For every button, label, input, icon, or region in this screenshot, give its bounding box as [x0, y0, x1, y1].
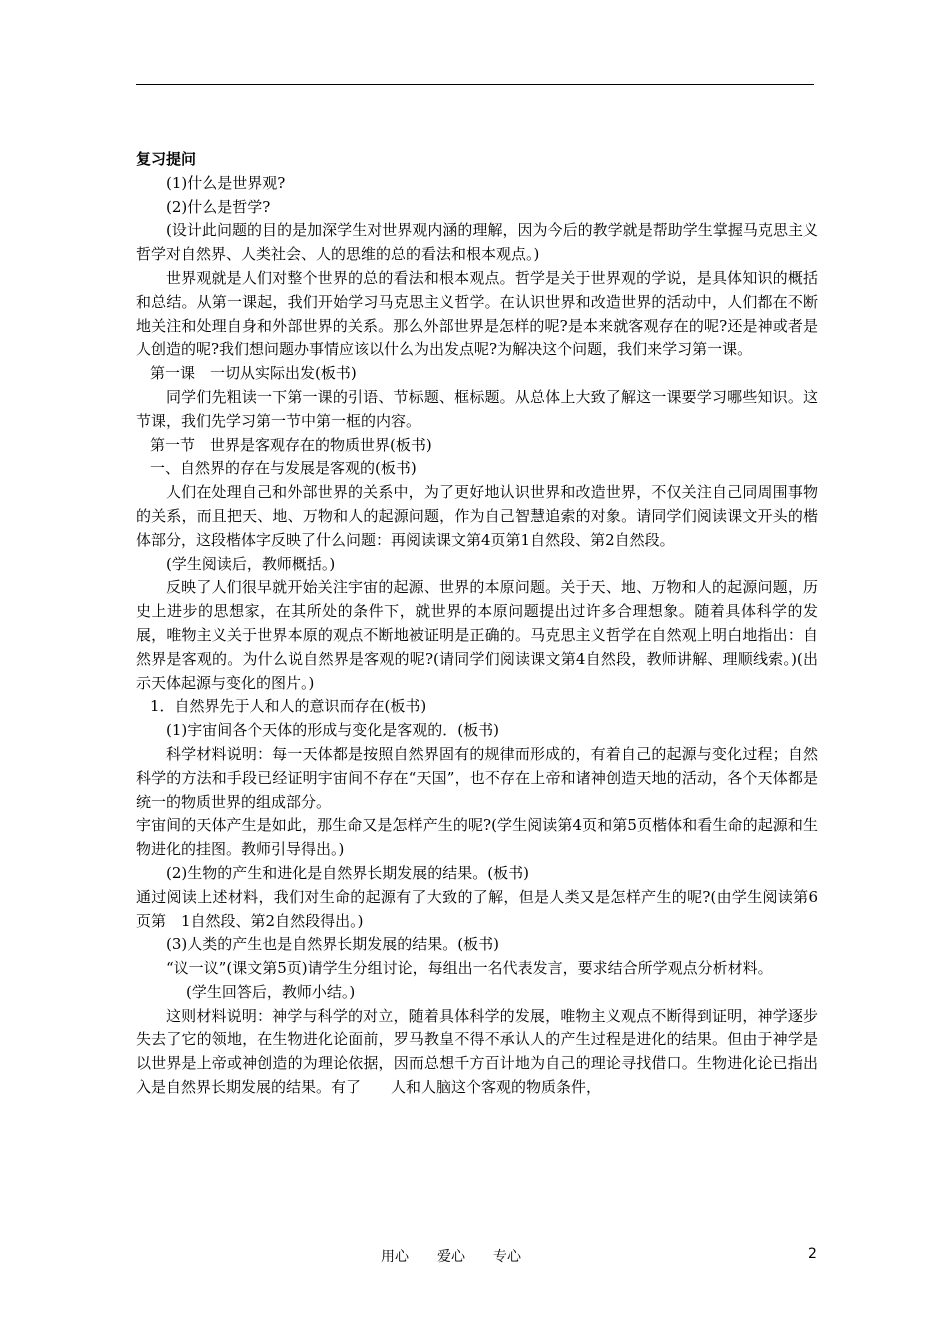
paragraph: 世界观就是人们对整个世界的总的看法和根本观点。哲学是关于世界观的学说，是具体知识的概括和总结。从第一课起，我们开始学习马克思主义哲学。在认识世界和改造世界的活动中，人们都在不断地关注和处理自身和外部世界的关系。那么外部世界是怎样的呢?是本来就客观存在的呢?还是神或者是人创造的呢?我们想问题办事情应该以什么为出发点呢?为解决这个问题，我们来学习第一课。 — [136, 268, 818, 359]
footer-motto: 用心 爱心 专心 — [381, 1249, 521, 1265]
paragraph: (1)宇宙间各个天体的形成与变化是客观的．(板书) — [166, 721, 499, 740]
paragraph: (1)什么是世界观? — [166, 173, 286, 192]
paragraph: (2)生物的产生和进化是自然界长期发展的结果。(板书) — [166, 863, 529, 882]
paragraph: (设计此问题的目的是加深学生对世界观内涵的理解，因为今后的教学就是帮助学生掌握马克思主义哲学对自然界、人类社会、人的思维的总的看法和根本观点。) — [136, 221, 818, 264]
section-title: 复习提问 — [136, 150, 197, 168]
paragraph: 人们在处理自己和外部世界的关系中，为了更好地认识世界和改造世界，不仅关注自己同周围事物的关系，而且把天、地、万物和人的起源问题，作为自己智慧追索的对象。请同学们阅读课文开头的楷体部分，这段楷体字反映了什么问题：再阅读课文第4页第1自然段、第2自然段。 — [136, 483, 818, 549]
paragraph: 宇宙间的天体产生是如此，那生命又是怎样产生的呢?(学生阅读第4页和第5页楷体和看生命的起源和生物进化的挂图。教师引导得出。) — [136, 816, 818, 859]
paragraph: 通过阅读上述材料，我们对生命的起源有了大致的了解，但是人类又是怎样产生的呢?(由学生阅读第6页第 1自然段、第2自然段得出。) — [136, 887, 818, 930]
paragraph: (2)什么是哲学? — [166, 197, 271, 216]
paragraph: (学生阅读后，教师概括。) — [166, 554, 336, 573]
paragraph: “议一议”(课文第5页)请学生分组讨论，每组出一名代表发言，要求结合所学观点分析材料。 — [166, 959, 773, 978]
paragraph: 第一课 一切从实际出发(板书) — [150, 364, 357, 383]
paragraph: 反映了人们很早就开始关注宇宙的起源、世界的本原问题。关于天、地、万物和人的起源问题，历史上进步的思想家，在其所处的条件下，就世界的本原问题提出过许多合理想象。随着具体科学的发展，唯物主义关于世界本原的观点不断地被证明是正确的。马克思主义哲学在自然观上明白地指出：自然界是客观的。为什么说自然界是客观的呢?(请同学们阅读课文第4自然段，教师讲解、理顺线索。)(出示天体起源与变化的图片。) — [136, 578, 818, 692]
page-number: 2 — [808, 1246, 817, 1262]
paragraph: 一、自然界的存在与发展是客观的(板书) — [150, 459, 417, 478]
document-body — [136, 148, 818, 1100]
paragraph: (3)人类的产生也是自然界长期发展的结果。(板书) — [166, 935, 499, 954]
paragraph: 同学们先粗读一下第一课的引语、节标题、框标题。从总体上大致了解这一课要学习哪些知识。这节课，我们先学习第一节中第一框的内容。 — [136, 387, 818, 430]
paragraph: 1．自然界先于人和人的意识而存在(板书) — [150, 697, 427, 716]
paragraph: 这则材料说明：神学与科学的对立，随着具体科学的发展，唯物主义观点不断得到证明，神学逐步失去了它的领地，在生物进化论面前，罗马教皇不得不承认人的产生过程是进化的结果。但由于神学是以世界是上帝或神创造的为理论依据，因而总想千方百计地为自己的理论寻找借口。生物进化论已指出入是自然界长期发展的结果。有了 人和人脑这个客观的物质条件， — [136, 1006, 818, 1097]
paragraph: (学生回答后，教师小结。) — [186, 982, 356, 1001]
paragraph: 科学材料说明：每一天体都是按照自然界固有的规律而形成的，有着自己的起源与变化过程；自然科学的方法和手段已经证明宇宙间不存在“天国”，也不存在上帝和诸神创造天地的活动，各个天体都是统一的物质世界的组成部分。 — [136, 744, 818, 811]
header-rule — [136, 84, 814, 85]
paragraph: 第一节 世界是客观存在的物质世界(板书) — [150, 435, 432, 454]
